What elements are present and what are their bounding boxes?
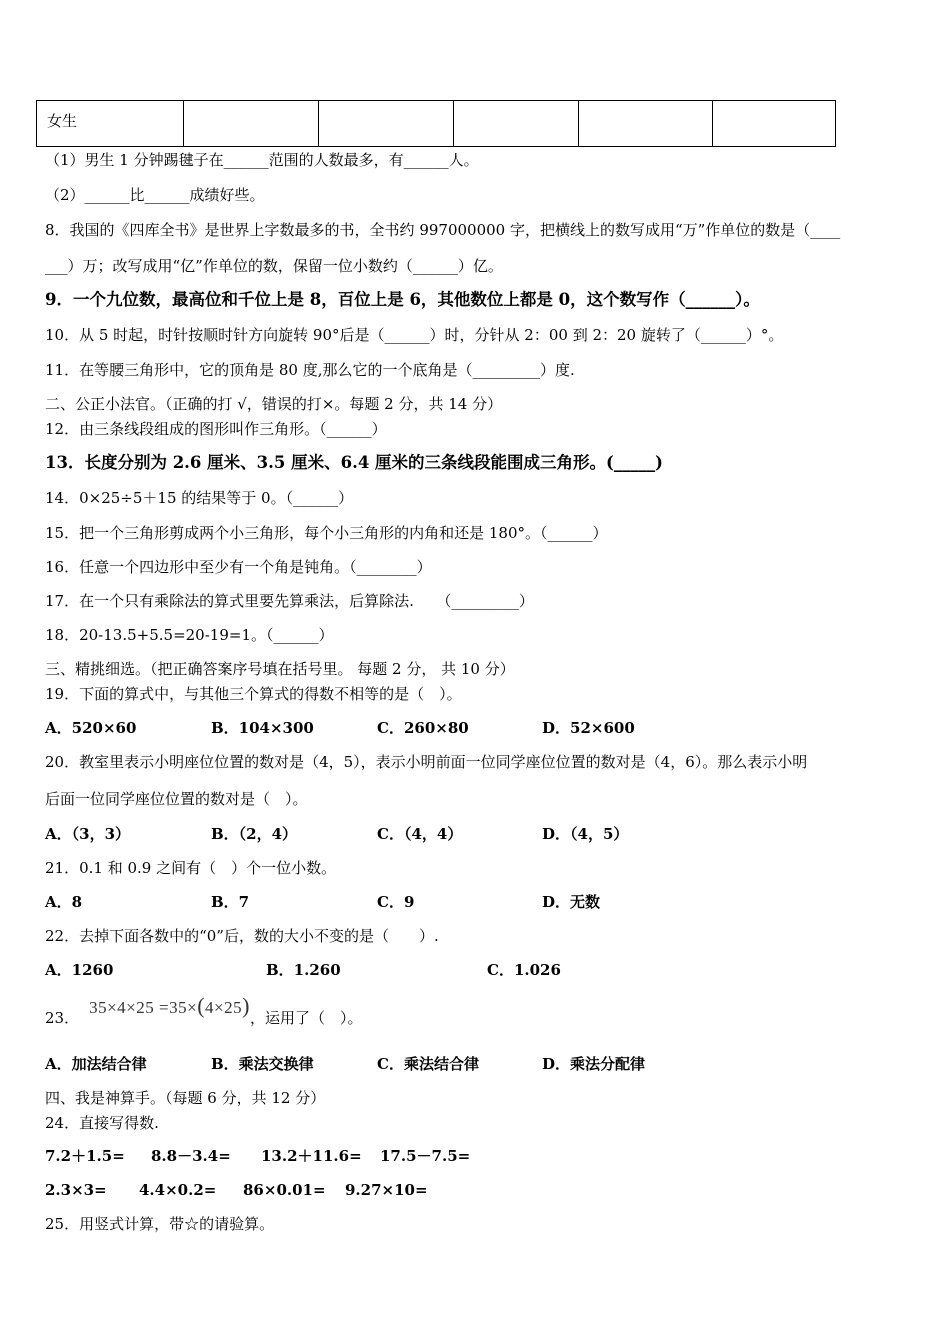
calc-item: 17.5－7.5=: [380, 1147, 471, 1165]
question-8-line2: ___）万；改写成用“亿”作单位的数，保留一位小数约（______）亿。: [45, 257, 503, 275]
question-25: 25．用竖式计算，带☆的请验算。: [45, 1215, 275, 1233]
question-13: 13．长度分别为 2.6 厘米、3.5 厘米、6.4 厘米的三条线段能围成三角形。(_____): [45, 453, 663, 472]
question-17: 17．在一个只有乘除法的算式里要先算乘法，后算除法. （_________）: [45, 592, 534, 610]
q23-option-d: D．乘法分配律: [542, 1055, 646, 1073]
q22-option-b: B．1.260: [266, 961, 341, 979]
calc-item: 86×0.01=: [243, 1181, 326, 1199]
question-14: 14．0×25÷5＋15 的结果等于 0。（______）: [45, 489, 354, 507]
girls-label: 女生: [47, 112, 78, 130]
question-23-formula: [89, 993, 250, 1018]
question-23: [45, 993, 363, 1028]
question-11: 11．在等腰三角形中，它的顶角是 80 度,那么它的一个底角是（_________）度.: [45, 361, 575, 379]
q21-option-c: C．9: [377, 893, 415, 911]
table-cell: [37, 101, 184, 147]
q21-option-a: A．8: [45, 893, 83, 911]
table-cell: [454, 101, 579, 147]
q20-option-a: A．（3，3）: [45, 825, 131, 843]
formula-inner: 4×25: [205, 998, 243, 1017]
section-2-heading: 二、公正小法官。（正确的打 √，错误的打×。每题 2 分，共 14 分）: [45, 395, 503, 413]
q19-option-d: D．52×600: [542, 719, 635, 737]
question-20-line1: 20．教室里表示小明座位位置的数对是（4，5），表示小明前面一位同学座位位置的数对是（4，6）。那么表示小明: [45, 753, 808, 771]
q21-option-d: D．无数: [542, 893, 601, 911]
q20-option-c: C．（4，4）: [377, 825, 463, 843]
q22-option-c: C．1.026: [487, 961, 561, 979]
q7-sub2: （2）______比______成绩好些。: [45, 186, 265, 204]
q20-option-d: D．（4，5）: [542, 825, 629, 843]
question-24: 24．直接写得数.: [45, 1114, 159, 1132]
question-15: 15．把一个三角形剪成两个小三角形，每个小三角形的内角和还是 180°。（______）: [45, 524, 608, 542]
section-3-heading: 三、精挑细选。（把正确答案序号填在括号里。 每题 2 分， 共 10 分）: [45, 660, 515, 678]
calc-item: 9.27×10=: [345, 1181, 428, 1199]
calc-item: 8.8－3.4=: [151, 1147, 231, 1165]
table-row: [37, 101, 836, 147]
q23-option-c: C．乘法结合律: [377, 1055, 479, 1073]
question-9: 9．一个九位数，最高位和千位上是 8，百位上是 6，其他数位上都是 0，这个数写作（______）。: [45, 290, 760, 309]
question-21: 21．0.1 和 0.9 之间有（ ）个一位小数。: [45, 859, 337, 877]
calc-item: 7.2＋1.5=: [45, 1147, 125, 1165]
q19-option-c: C．260×80: [377, 719, 469, 737]
question-8-line1: 8．我国的《四库全书》是世界上字数最多的书，全书约 997000000 字，把横线上的数写成用“万”作单位的数是（____: [45, 221, 841, 239]
formula-paren-left: (: [197, 993, 206, 1018]
question-12: 12．由三条线段组成的图形叫作三角形。（______）: [45, 420, 387, 438]
table-cell: [713, 101, 836, 147]
q7-sub1: （1）男生 1 分钟踢毽子在______范围的人数最多，有______人。: [45, 151, 479, 169]
question-23-number: 23．: [45, 1009, 80, 1027]
q19-option-a: A．520×60: [45, 719, 137, 737]
question-20-line2: 后面一位同学座位位置的数对是（ ）。: [45, 790, 308, 808]
q22-option-a: A．1260: [45, 961, 114, 979]
calc-item: 13.2＋11.6=: [261, 1147, 362, 1165]
q19-option-b: B．104×300: [211, 719, 314, 737]
q20-option-b: B．（2，4）: [211, 825, 298, 843]
question-16: 16．任意一个四边形中至少有一个角是钝角。（________）: [45, 558, 432, 576]
table-cell: [319, 101, 454, 147]
q21-option-b: B．7: [211, 893, 250, 911]
section-4-heading: 四、我是神算手。（每题 6 分，共 12 分）: [45, 1089, 326, 1107]
calc-item: 2.3×3=: [45, 1181, 107, 1199]
q23-option-a: A．加法结合律: [45, 1055, 147, 1073]
calc-item: 4.4×0.2=: [139, 1181, 217, 1199]
question-10: 10．从 5 时起，时针按顺时针方向旋转 90°后是（______）时，分针从 2：00 到 2：20 旋转了（______）°。: [45, 326, 784, 344]
question-18: 18．20-13.5+5.5=20-19=1。（______）: [45, 626, 334, 644]
question-19: 19．下面的算式中，与其他三个算式的得数不相等的是（ ）。: [45, 685, 462, 703]
question-23-tail: ，运用了（ ）。: [249, 1009, 363, 1027]
table-cell: [579, 101, 713, 147]
question-22: 22．去掉下面各数中的“0”后，数的大小不变的是（ ）.: [45, 927, 439, 945]
formula-left: 35×4×25 =35×: [89, 998, 198, 1017]
formula-paren-right: ): [242, 993, 250, 1018]
table-cell: [184, 101, 319, 147]
score-table: [36, 100, 836, 147]
q23-option-b: B．乘法交换律: [211, 1055, 314, 1073]
